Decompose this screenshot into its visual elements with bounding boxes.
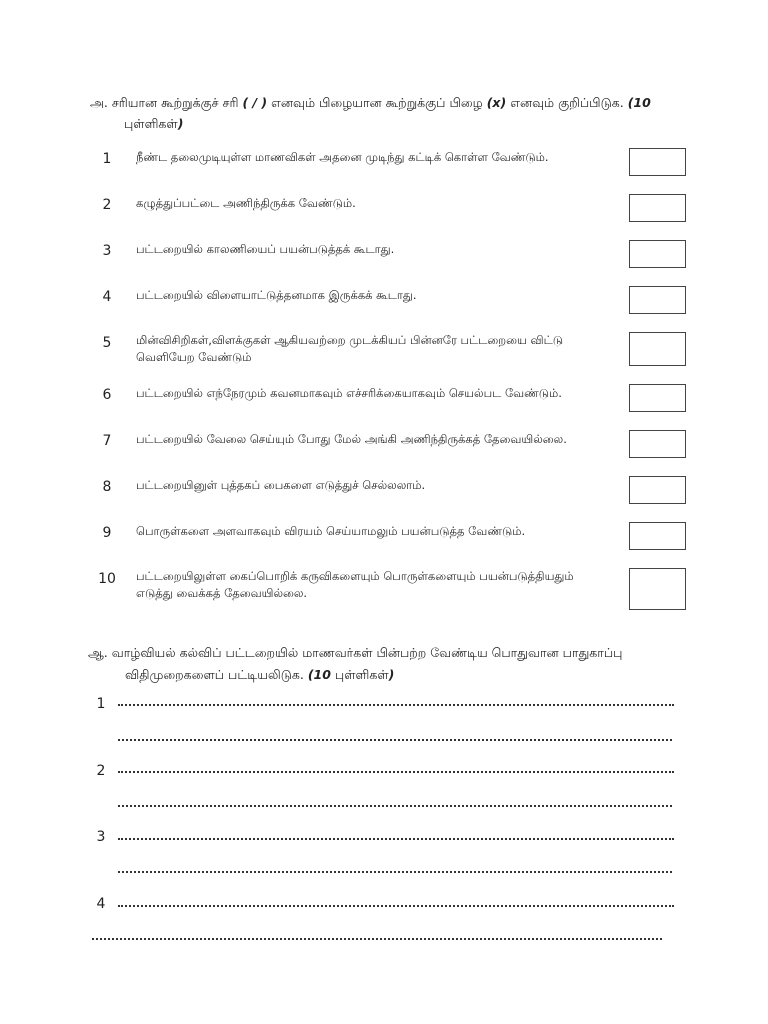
question-text: பட்டறையில் விளையாட்டுத்தனமாக இருக்கக் கூடாது. <box>136 288 417 302</box>
cross-symbol: (x) <box>486 95 507 110</box>
answer-line[interactable] <box>118 704 674 706</box>
section-a-marks-open: (10 <box>627 95 651 110</box>
question-number: 8 <box>102 479 112 495</box>
answer-number: 1 <box>96 696 106 712</box>
tick-symbol: ( / ) <box>242 95 268 110</box>
section-a-instruction <box>90 92 690 134</box>
question-number: 5 <box>102 335 112 351</box>
section-b-marks-word: புள்ளிகள் <box>334 667 389 682</box>
answer-line[interactable] <box>118 805 672 807</box>
answer-line[interactable] <box>118 771 674 773</box>
answer-line[interactable] <box>118 905 674 907</box>
question-number: 9 <box>102 525 112 541</box>
answer-line[interactable] <box>92 938 662 940</box>
section-a-marker: அ. <box>90 95 108 110</box>
question-text: பொருள்களை அளவாகவும் விரயம் செய்யாமலும் பயன்படுத்த வேண்டும். <box>136 524 526 538</box>
question-number: 3 <box>102 243 112 259</box>
question-number: 10 <box>98 571 116 587</box>
question-text: பட்டறையில் காலணியைப் பயன்படுத்தக் கூடாது. <box>136 242 395 256</box>
section-a-marks-word: புள்ளிகள் <box>124 116 178 131</box>
section-b-marks-open: (10 <box>307 667 331 682</box>
answer-box[interactable] <box>629 522 686 550</box>
section-a-text-1: சரியான கூற்றுக்குச் சரி <box>111 95 239 110</box>
answer-box[interactable] <box>629 332 686 366</box>
answer-number: 3 <box>96 829 106 845</box>
section-b-marker: ஆ. <box>88 645 108 660</box>
question-text: பட்டறையினுள் புத்தகப் பைகளை எடுத்துச் செல்லலாம். <box>136 478 426 492</box>
answer-box[interactable] <box>629 286 686 314</box>
question-text: பட்டறையில் எந்நேரமும் கவனமாகவும் எச்சரிக்கையாகவும் செயல்பட வேண்டும். <box>136 386 562 400</box>
answer-number: 4 <box>96 896 106 912</box>
section-a-marks-close: ) <box>177 116 184 131</box>
answer-number: 2 <box>96 763 106 779</box>
answer-line[interactable] <box>118 871 672 873</box>
answer-box[interactable] <box>629 384 686 412</box>
answer-box[interactable] <box>629 568 686 610</box>
section-b-text-2: விதிமுறைகளைப் பட்டியலிடுக. <box>125 667 304 682</box>
answer-line[interactable] <box>118 739 672 741</box>
question-text: பட்டறையிலுள்ள கைப்பொறிக் கருவிகளையும் பொருள்களையும் பயன்படுத்தியதும் எடுத்து வைக்கத் தேவையில்லை. <box>136 569 574 600</box>
question-text: நீண்ட தலைமுடியுள்ள மாணவிகள் அதனை முடிந்து கட்டிக் கொள்ள வேண்டும். <box>136 150 549 164</box>
answer-box[interactable] <box>629 476 686 504</box>
section-b-marks-close: ) <box>388 667 395 682</box>
question-number: 4 <box>102 289 112 305</box>
question-text: மின்விசிறிகள்,விளக்குகள் ஆகியவற்றை முடக்கியப் பின்னரே பட்டறையை விட்டு வெளியேற வேண்டும் <box>136 333 564 364</box>
section-b-text-1: வாழ்வியல் கல்விப் பட்டறையில் மாணவர்கள் பின்பற்ற வேண்டிய பொதுவான பாதுகாப்பு <box>111 645 623 660</box>
question-number: 2 <box>102 197 112 213</box>
answer-box[interactable] <box>629 148 686 176</box>
section-a-text-2: எனவும் பிழையான கூற்றுக்குப் பிழை <box>271 95 483 110</box>
answer-box[interactable] <box>629 430 686 458</box>
section-b-instruction <box>88 642 688 686</box>
answer-line[interactable] <box>118 838 674 840</box>
question-number: 7 <box>102 433 112 449</box>
section-a-text-3: எனவும் குறிப்பிடுக. <box>510 95 624 110</box>
answer-box[interactable] <box>629 194 686 222</box>
question-text: கழுத்துப்பட்டை அணிந்திருக்க வேண்டும். <box>136 196 356 210</box>
answer-box[interactable] <box>629 240 686 268</box>
question-number: 1 <box>102 151 112 167</box>
question-number: 6 <box>102 387 112 403</box>
question-text: பட்டறையில் வேலை செய்யும் போது மேல் அங்கி அணிந்திருக்கத் தேவையில்லை. <box>136 432 567 446</box>
